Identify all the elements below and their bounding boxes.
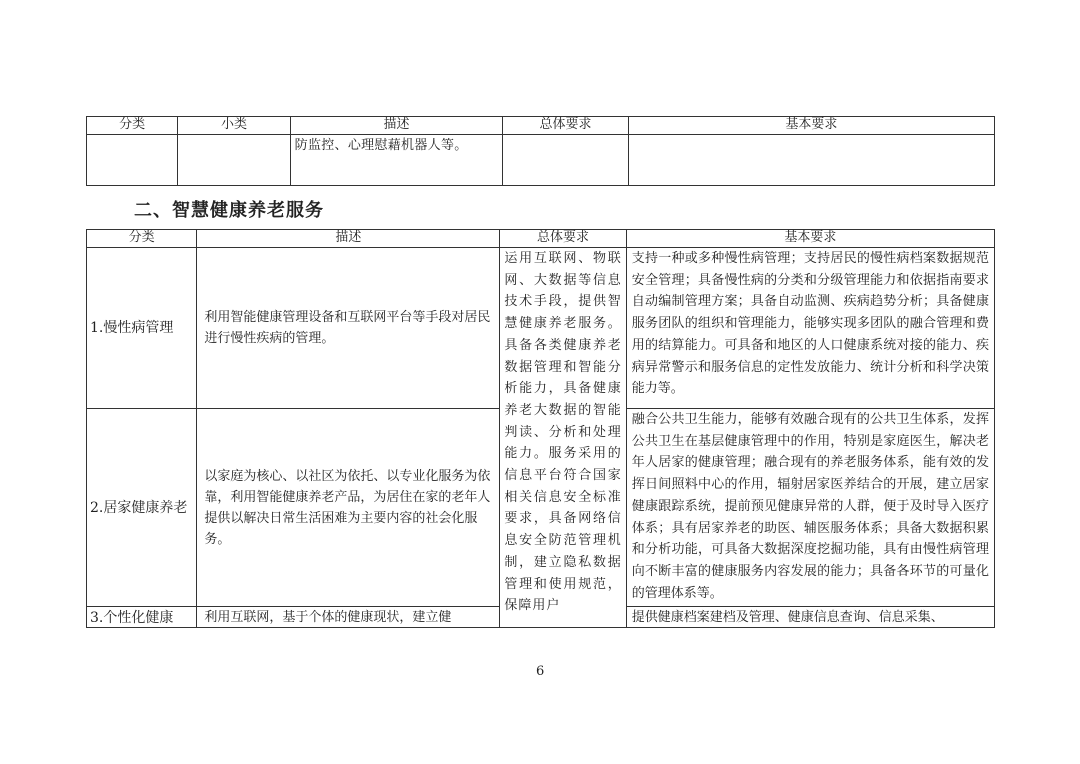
basic-requirement-cell (628, 135, 994, 186)
table-header-row (87, 230, 995, 248)
table-header-row (87, 117, 995, 135)
header-basic-requirement: 基本要求 (626, 230, 994, 248)
overall-requirement-cell (503, 135, 628, 186)
header-category: 分类 (87, 117, 178, 135)
category-cell: 3.个性化健康 (90, 610, 174, 626)
basic-requirement-cell: 提供健康档案建档及管理、健康信息查询、信息采集、 (631, 610, 944, 625)
description-cell: 利用智能健康管理设备和互联网平台等手段对居民进行慢性疾病的管理。 (197, 248, 500, 409)
table-continued (86, 116, 995, 186)
table-row (87, 135, 995, 186)
header-subcategory: 小类 (178, 117, 290, 135)
page-number: 6 (536, 664, 545, 679)
header-category: 分类 (87, 230, 197, 248)
description-cell: 以家庭为核心、以社区为依托、以专业化服务为依靠，利用智能健康养老产品，为居住在家的老年人提供以解决日常生活困难为主要内容的社会化服务。 (197, 409, 500, 607)
smart-health-elderly-care-table (86, 229, 995, 628)
section-heading: 二、智慧健康养老服务 (134, 200, 324, 221)
header-overall-requirement: 总体要求 (503, 117, 628, 135)
header-overall-requirement: 总体要求 (500, 230, 626, 248)
header-description: 描述 (197, 230, 500, 248)
basic-requirement-cell: 支持一种或多种慢性病管理；支持居民的慢性病档案数据规范安全管理；具备慢性病的分类和分级管理能力和依据指南要求自动编制管理方案；具备自动监测、疾病趋势分析；具备健康服务团队的组织和管理能力，能够实现多团队的融合管理和费用的结算能力。可具备和地区的人口健康系统对接的能力、疾病异常警示和服务信息的定性发放能力、统计分析和科学决策能力等。 (626, 248, 994, 409)
category-cell: 2.居家健康养老 (87, 409, 197, 607)
description-cell: 防监控、心理慰藉机器人等。 (290, 135, 503, 186)
basic-requirement-cell: 融合公共卫生能力，能够有效融合现有的公共卫生体系，发挥公共卫生在基层健康管理中的作用，特别是家庭医生，解决老年人居家的健康管理；融合现有的养老服务体系，能有效的发挥日间照料中心的作用，辐射居家医养结合的开展，建立居家健康跟踪系统，提前预见健康异常的人群，便于及时导入医疗体系；具有居家养老的助医、辅医服务体系；具备大数据积累和分析功能，可具备大数据深度挖掘功能，具有由慢性病管理向不断丰富的健康服务内容发展的能力；具备各环节的可量化的管理体系等。 (626, 409, 994, 607)
description-cell: 利用互联网，基于个体的健康现状，建立健 (204, 610, 452, 625)
category-cell: 1.慢性病管理 (87, 248, 197, 409)
table-row (87, 248, 995, 409)
category-cell (87, 135, 178, 186)
header-description: 描述 (290, 117, 503, 135)
overall-requirement-cell: 运用互联网、物联网、大数据等信息技术手段，提供智慧健康养老服务。具备各类健康养老数据管理和智能分析能力，具备健康养老大数据的智能判读、分析和处理能力。服务采用的信息平台符合国家相关信息安全标准要求，具备网络信息安全防范管理机制，建立隐私数据管理和使用规范，保障用户 (500, 248, 626, 628)
header-basic-requirement: 基本要求 (628, 117, 994, 135)
subcategory-cell (178, 135, 290, 186)
